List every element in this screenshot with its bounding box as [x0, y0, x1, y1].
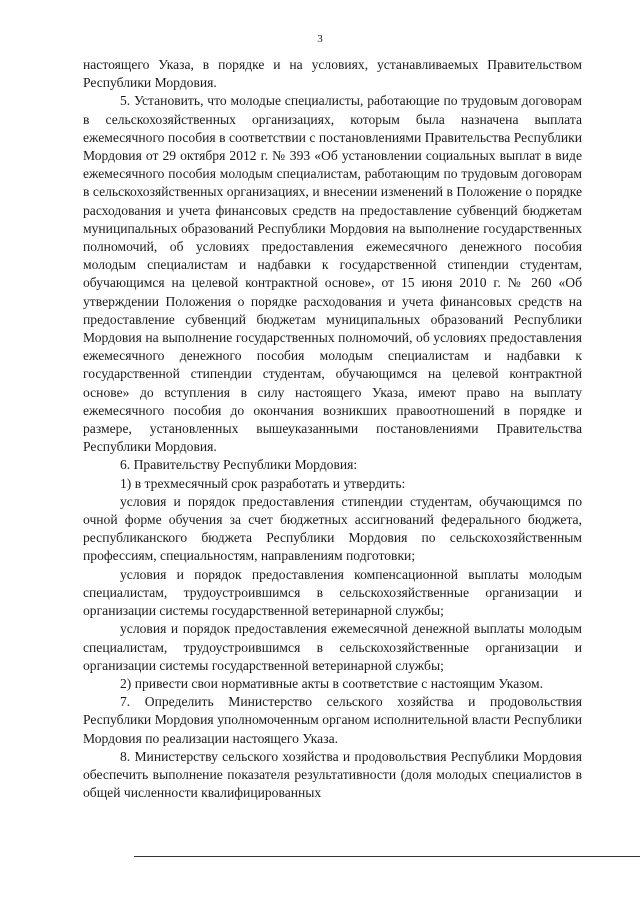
paragraph-compensation-conditions: условия и порядок предоставления компенсационной выплаты молодым специалистам, трудоустроившимся в сельскохозяйственные организации и организации системы государственной ветеринарной службы;: [83, 566, 582, 619]
paragraph-stipend-conditions: условия и порядок предоставления стипендии студентам, обучающимся по очной форме обучения за счет бюджетных ассигнований федерального бюджета, республиканского бюджета Республики Мордовия по сельскохозяйственным профессиям, специальностям, направлениям подготовки;: [83, 493, 582, 564]
paragraph-subitem-6-2: 2) привести свои нормативные акты в соответствие с настоящим Указом.: [120, 675, 544, 691]
footnote-separator-line: [134, 856, 640, 857]
body-text: [83, 56, 582, 802]
page-number: 3: [317, 33, 323, 45]
paragraph-continuation: настоящего Указа, в порядке и на условиях, устанавливаемых Правительством Республики Мордовия.: [83, 57, 582, 91]
paragraph-item-6: 6. Правительству Республики Мордовия:: [120, 457, 358, 473]
paragraph-item-7: 7. Определить Министерство сельского хозяйства и продовольствия Республики Мордовия уполномоченным органом исполнительной власти Республики Мордовия по реализации настоящего Указа.: [83, 694, 582, 746]
paragraph-item-5: 5. Установить, что молодые специалисты, работающие по трудовым договорам в сельскохозяйственных организациях, которым была назначена выплата ежемесячного пособия в соответствии с постановлениями Правительства Республики Мордовия от 29 октября 2012 г. № 393 «Об установлении социальных выплат в виде ежемесячного пособия молодым специалистам, работающим по трудовым договорам в сельскохозяйственных организациях, и внесении изменений в Положение о порядке расходования и учета финансовых средств на предоставление субвенций бюджетам муниципальных образований Республики Мордовия на выполнение государственных полномочий, об условиях предоставления ежемесячного денежного пособия молодым специалистам и надбавки к государственной стипендии студентам, обучающимся на целевой контрактной основе», от 15 июня 2010 г. № 260 «Об утверждении Положения о порядке расходования и учета финансовых средств на предоставление субвенций бюджетам муниципальных образований Республики Мордовия на выполнение государственных полномочий, об условиях предоставления ежемесячного денежного пособия молодым специалистам и надбавки к государственной стипендии студентам, обучающимся на целевой контрактной основе» до вступления в силу настоящего Указа, имеют право на выплату ежемесячного пособия до окончания возникших правоотношений в порядке и размере, установленных вышеуказанными постановлениями Правительства Республики Мордовия.: [83, 93, 582, 455]
paragraph-subitem-6-1: 1) в трехмесячный срок разработать и утвердить:: [120, 475, 406, 491]
paragraph-monthly-payment-conditions: условия и порядок предоставления ежемесячной денежной выплаты молодым специалистам, трудоустроившимся в сельскохозяйственные организации и организации системы государственной ветеринарной службы;: [83, 621, 582, 673]
paragraph-item-8: 8. Министерству сельского хозяйства и продовольствия Республики Мордовия обеспечить выполнение показателя результативности (доля молодых специалистов в общей численности квалифицированных: [83, 748, 582, 801]
